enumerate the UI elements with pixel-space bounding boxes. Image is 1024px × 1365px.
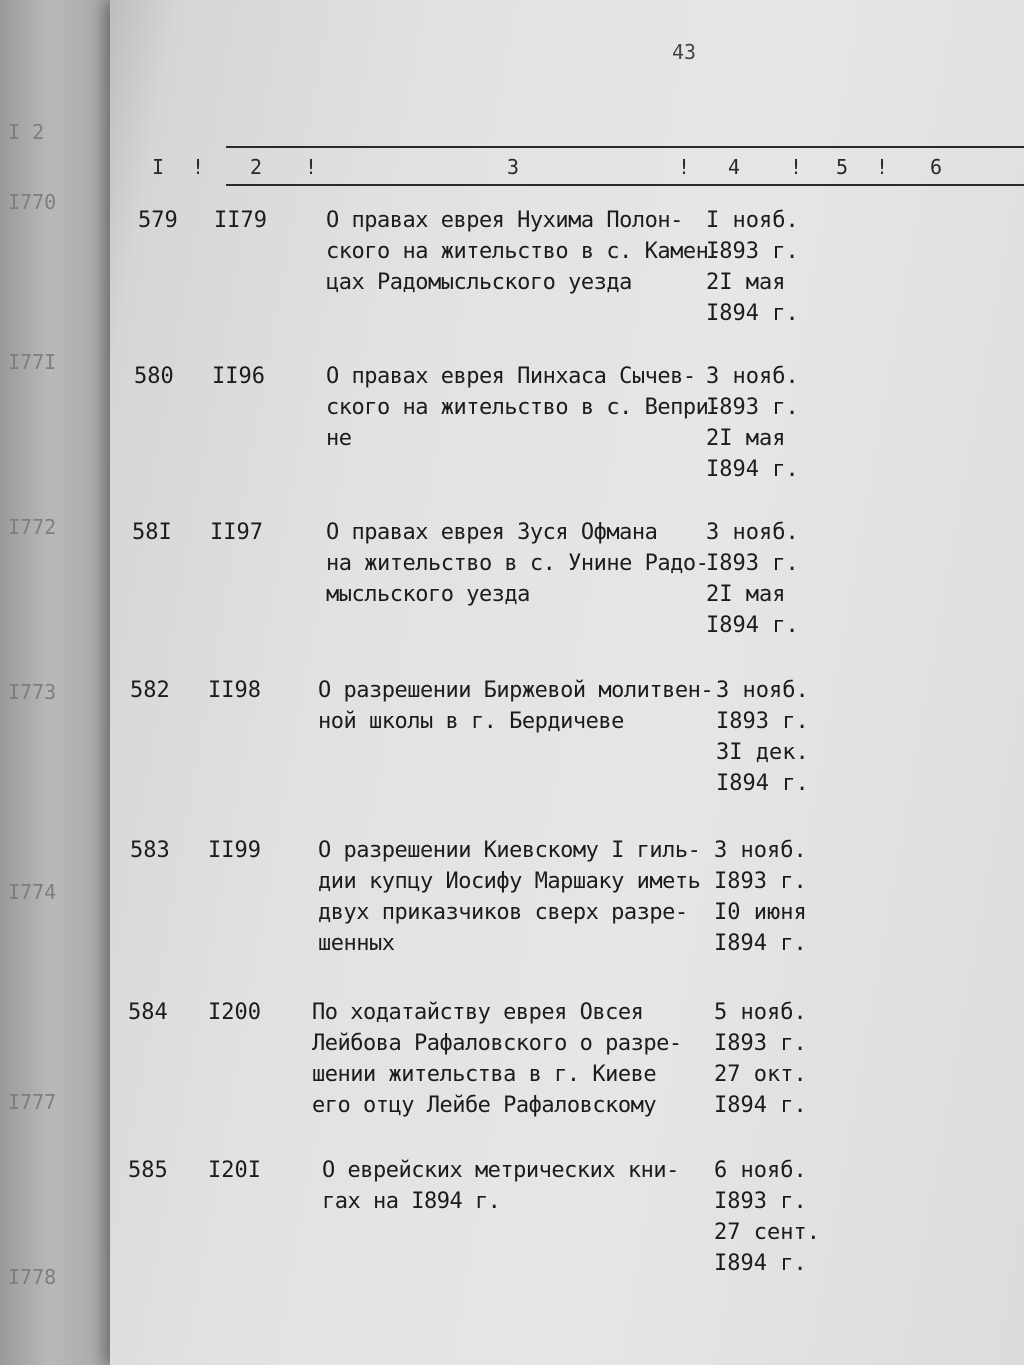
file-number: II96 bbox=[212, 364, 265, 389]
row-title bbox=[318, 675, 713, 737]
table-header-top-rule bbox=[226, 146, 1024, 148]
title-line: дии купцу Иосифу Маршаку иметь bbox=[318, 869, 701, 894]
file-number: I20I bbox=[208, 1158, 261, 1183]
date-line: I894 г. bbox=[714, 1251, 807, 1276]
title-line: О правах еврея Зуся Офмана bbox=[326, 520, 658, 545]
title-line: не bbox=[326, 426, 352, 451]
title-line: мысльского уезда bbox=[326, 582, 530, 607]
date-line: 2I мая bbox=[706, 270, 786, 295]
left-page-number: I77I bbox=[8, 350, 57, 374]
row-dates bbox=[706, 205, 799, 329]
title-line: на жительство в с. Унине Радо- bbox=[326, 551, 709, 576]
file-number: II99 bbox=[208, 838, 261, 863]
row-dates bbox=[714, 997, 807, 1121]
date-line: 27 сент. bbox=[714, 1220, 820, 1245]
date-line: I894 г. bbox=[706, 457, 799, 482]
left-page-number: I772 bbox=[8, 515, 57, 539]
row-dates bbox=[714, 1155, 820, 1279]
row-number: 580 bbox=[134, 364, 174, 389]
date-line: I893 г. bbox=[714, 1031, 807, 1056]
date-line: 3 нояб. bbox=[714, 838, 807, 863]
row-dates bbox=[706, 517, 799, 641]
date-line: I893 г. bbox=[706, 239, 799, 264]
title-line: О разрешении Киевскому I гиль- bbox=[318, 838, 701, 863]
date-line: 5 нояб. bbox=[714, 1000, 807, 1025]
date-line: 27 окт. bbox=[714, 1062, 807, 1087]
date-line: 3 нояб. bbox=[706, 364, 799, 389]
header-separator: ! bbox=[678, 155, 691, 179]
row-dates bbox=[706, 361, 799, 485]
date-line: I894 г. bbox=[714, 931, 807, 956]
title-line: цах Радомысльского уезда bbox=[326, 270, 632, 295]
header-separator: ! bbox=[790, 155, 803, 179]
date-line: I0 июня bbox=[714, 900, 807, 925]
row-number: 582 bbox=[130, 678, 170, 703]
left-page-number: I770 bbox=[8, 190, 57, 214]
file-number: II79 bbox=[214, 208, 267, 233]
title-line: Лейбова Рафаловского о разре- bbox=[312, 1031, 682, 1056]
date-line: 2I мая bbox=[706, 426, 786, 451]
row-title bbox=[326, 361, 721, 454]
date-line: 6 нояб. bbox=[714, 1158, 807, 1183]
file-number: II98 bbox=[208, 678, 261, 703]
table-header-bottom-rule bbox=[226, 184, 1024, 186]
left-page-number: I777 bbox=[8, 1090, 57, 1114]
date-line: 3I дек. bbox=[716, 740, 809, 765]
title-line: шенных bbox=[318, 931, 395, 956]
date-line: I894 г. bbox=[716, 771, 809, 796]
title-line: О правах еврея Нухима Полон- bbox=[326, 208, 683, 233]
date-line: I894 г. bbox=[706, 301, 799, 326]
date-line: I893 г. bbox=[714, 869, 807, 894]
header-col-6: 6 bbox=[930, 155, 943, 179]
date-line: I893 г. bbox=[706, 551, 799, 576]
title-line: двух приказчиков сверх разре- bbox=[318, 900, 688, 925]
row-title bbox=[326, 205, 721, 298]
row-number: 584 bbox=[128, 1000, 168, 1025]
title-line: По ходатайству еврея Овсея bbox=[312, 1000, 644, 1025]
page-number: 43 bbox=[672, 40, 697, 64]
title-line: ского на жительство в с. Вепри- bbox=[326, 395, 722, 420]
header-col-1: I bbox=[152, 155, 165, 179]
left-page-number: I773 bbox=[8, 680, 57, 704]
document-page bbox=[110, 0, 1024, 1365]
header-separator: ! bbox=[192, 155, 205, 179]
title-line: ского на жительство в с. Камен- bbox=[326, 239, 722, 264]
date-line: I894 г. bbox=[706, 613, 799, 638]
file-number: II97 bbox=[210, 520, 263, 545]
date-line: I нояб. bbox=[706, 208, 799, 233]
title-line: его отцу Лейбе Рафаловскому bbox=[312, 1093, 657, 1118]
header-col-4: 4 bbox=[728, 155, 741, 179]
date-line: I893 г. bbox=[714, 1189, 807, 1214]
left-page-number: I778 bbox=[8, 1265, 57, 1289]
title-line: шении жительства в г. Киеве bbox=[312, 1062, 657, 1087]
date-line: I893 г. bbox=[706, 395, 799, 420]
title-line: гах на I894 г. bbox=[322, 1189, 501, 1214]
title-line: О разрешении Биржевой молитвен- bbox=[318, 678, 714, 703]
row-dates bbox=[714, 835, 807, 959]
date-line: I894 г. bbox=[714, 1093, 807, 1118]
title-line: ной школы в г. Бердичеве bbox=[318, 709, 624, 734]
row-number: 585 bbox=[128, 1158, 168, 1183]
row-number: 58I bbox=[132, 520, 172, 545]
header-col-5: 5 bbox=[836, 155, 849, 179]
date-line: I893 г. bbox=[716, 709, 809, 734]
left-page-header: I 2 bbox=[8, 120, 45, 144]
left-page-number: I774 bbox=[8, 880, 57, 904]
row-title bbox=[312, 997, 682, 1121]
title-line: О еврейских метрических кни- bbox=[322, 1158, 679, 1183]
title-line: О правах еврея Пинхаса Сычев- bbox=[326, 364, 696, 389]
row-number: 583 bbox=[130, 838, 170, 863]
file-number: I200 bbox=[208, 1000, 261, 1025]
left-page-edge bbox=[0, 0, 128, 1365]
row-dates bbox=[716, 675, 809, 799]
row-title bbox=[326, 517, 708, 610]
date-line: 2I мая bbox=[706, 582, 786, 607]
row-title bbox=[318, 835, 700, 959]
date-line: 3 нояб. bbox=[706, 520, 799, 545]
header-col-2: 2 bbox=[250, 155, 263, 179]
date-line: 3 нояб. bbox=[716, 678, 809, 703]
header-separator: ! bbox=[305, 155, 318, 179]
header-separator: ! bbox=[876, 155, 889, 179]
row-number: 579 bbox=[138, 208, 178, 233]
row-title bbox=[322, 1155, 679, 1217]
header-col-3: 3 bbox=[507, 155, 520, 179]
